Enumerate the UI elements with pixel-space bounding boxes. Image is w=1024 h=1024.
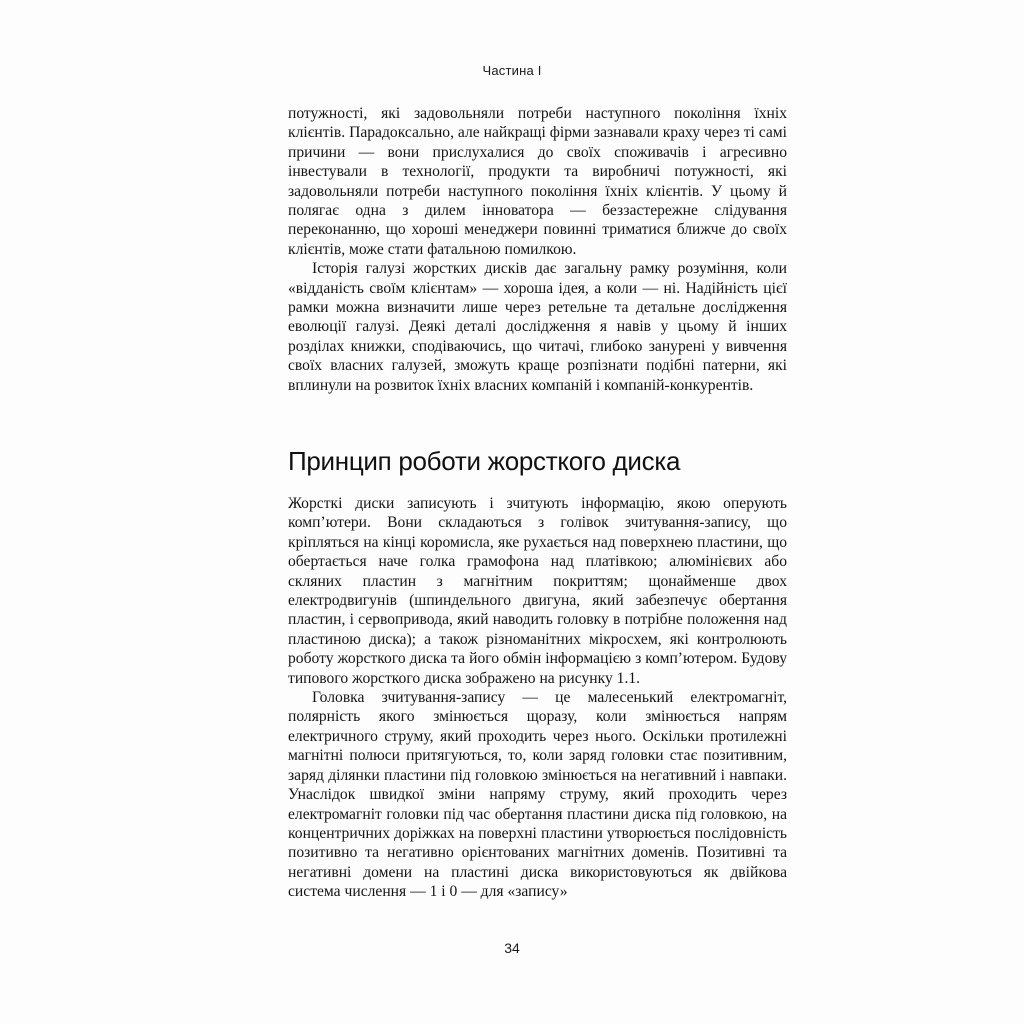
section-heading: Принцип роботи жорсткого диска: [288, 446, 681, 476]
paragraph: Головка зчитування-запису — це малесенький електромагніт, полярність якого змінюється щоразу, коли змінюється напрям електричного струму, який проходить через нього. Оскільки протилежні магнітні полюси притягуються, то, коли заряд головки стає позитивним, заряд ділянки пластини під головкою змінюється на негативний і навпаки. Унаслідок швидкої зміни напряму струму, який проходить через електромагніт головки під час обертання пластини диска під головкою, на концентричних доріжках на поверхні пластини утворюється послідовність позитивно та негативно орієнтованих магнітних доменів. Позитивні та негативні домени на пластині диска використовуються як двійкова система числення — 1 і 0 — для «запису»: [288, 689, 787, 901]
running-head: Частина I: [482, 63, 542, 78]
body-text-section: [288, 494, 787, 902]
body-text-top: [288, 104, 787, 395]
paragraph: Історія галузі жорстких дисків дає загальну рамку розуміння, коли «відданість своїм клієнтам» — хороша ідея, а коли — ні. Надійність цієї рамки можна визначити лише через ретельне та детальне дослідження еволюції галузі. Деякі деталі дослідження я навів у цьому й інших розділах книжки, сподіваючись, що читачі, глибоко занурені у вивчення своїх власних галузей, зможуть краще розпізнати подібні патерни, які вплинули на розвиток їхніх власних компаній і компаній-конкурентів.: [288, 260, 787, 394]
paragraph: Жорсткі диски записують і зчитують інформацію, якою оперують комп’ютери. Вони складаються з голівок зчитування-запису, що кріпляться на кінці коромисла, яке рухається над поверхнею пластини, що обертається наче голка грамофона над платівкою; алюмінієвих або скляних пластин з магнітним покриттям; щонайменше двох електродвигунів (шпиндельного двигуна, який забезпечує обертання пластин, і сервопривода, який наводить головку в потрібне положення над пластиною диска); а також різноманітних мікросхем, які контролюють роботу жорсткого диска та його обмін інформацією з комп’ютером. Будову типового жорсткого диска зображено на рисунку 1.1.: [288, 495, 787, 687]
page-number: 34: [504, 940, 520, 956]
paragraph: потужності, які задовольняли потреби наступного покоління їхніх клієнтів. Парадоксально, але найкращі фірми зазнавали краху через ті самі причини — вони прислухалися до своїх споживачів і агресивно інвестували в технології, продукти та виробничі потужності, які задовольняли потреби наступного покоління їхніх клієнтів. У цьому й полягає одна з дилем інноватора — беззастережне слідування переконанню, що хороші менеджери повинні триматися ближче до своїх клієнтів, може стати фатальною помилкою.: [288, 105, 787, 258]
